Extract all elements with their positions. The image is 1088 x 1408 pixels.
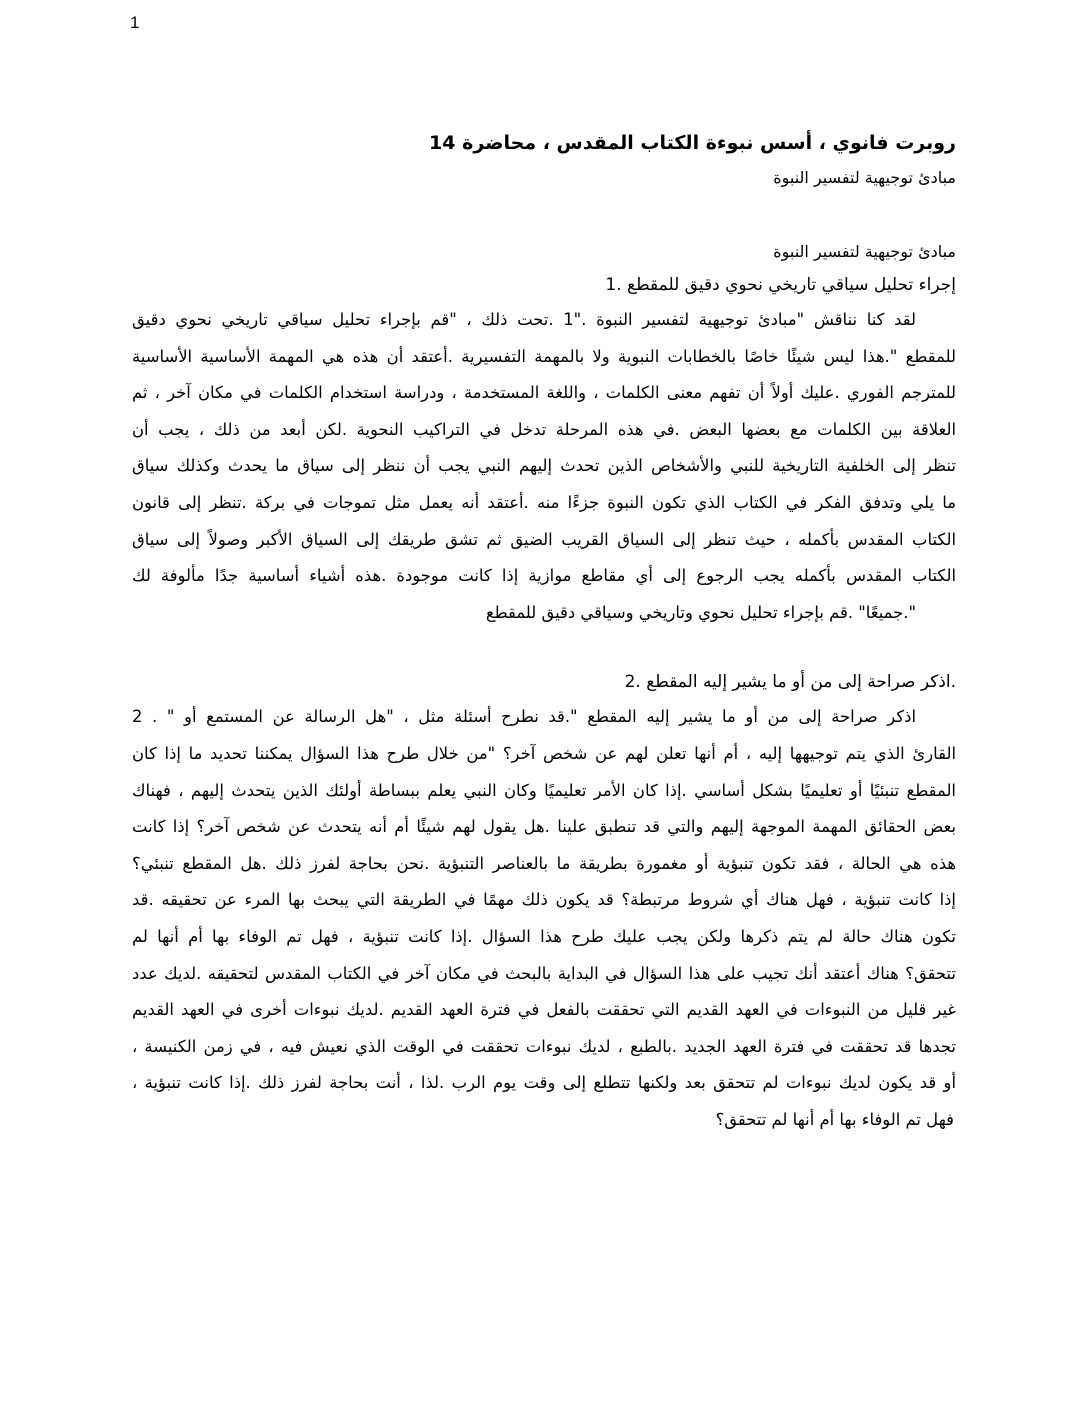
paragraph-line: ما يلي وتدفق الفكر في الكتاب الذي تكون النبوة جزءًا منه .أعتقد أنه يعمل مثل تموجات في بركة .تنظر إلى قانون	[132, 492, 956, 512]
paragraph-line: للمقطع ".هذا ليس شيئًا خاصًا بالخطابات النبوية ولا بالمهمة التفسيرية .أعتقد أن هذه هي المهمة الأساسية الأساسية	[132, 346, 956, 366]
section-label: مبادئ توجيهية لتفسير النبوة	[773, 242, 956, 261]
paragraph-line: الكتاب المقدس بأكمله يجب الرجوع إلى أي مقاطع موازية إذا كانت موجودة .هذه أشياء أساسية جدًا مألوفة لك	[132, 566, 956, 586]
principle-2-paragraph	[132, 699, 956, 1138]
principle-2-heading: .اذكر صراحة إلى من أو ما يشير إليه المقطع .2	[624, 672, 956, 693]
document-subtitle: مبادئ توجيهية لتفسير النبوة	[773, 168, 956, 187]
principle-1-heading: إجراء تحليل سياقي تاريخي نحوي دقيق للمقطع .1	[605, 275, 956, 295]
paragraph-line: إذا كانت تنبؤية ، فهل هناك أي شروط مرتبطة؟ قد يكون ذلك مهمًا في الطريقة التي يبحث بها المرء عن تحقيقه .قد	[132, 890, 956, 910]
paragraph-line: أو قد يكون لديك نبوءات لم تتحقق بعد ولكنها تتطلع إلى وقت يوم الرب .لذا ، أنت بحاجة لفرز ذلك .إذا كانت تنبؤية ،	[132, 1073, 956, 1093]
paragraph-line: غير قليل من النبوءات في العهد القديم التي تحققت بالفعل في فترة العهد القديم .لديك نبوءات أخرى في العهد القديم	[132, 1000, 956, 1020]
paragraph-line: بعض الحقائق المهمة الموجهة إليهم والتي قد تنطبق علينا .هل يقول لهم شيئًا أم أنه يتحدث عن شخص آخر؟ إذا كانت	[132, 817, 956, 837]
paragraph-line: تكون هناك حالة لم يتم ذكرها ولكن يجب عليك طرح هذا السؤال .إذا كانت تنبؤية ، فهل تم الوفاء بها أم أنها لم	[132, 926, 956, 946]
paragraph-line: القارئ الذي يتم توجيهها إليه ، أم أنها تعلن لهم عن شخص آخر؟ "من خلال طرح هذا السؤال يمكننا تحديد ما إذا كان	[132, 743, 956, 763]
paragraph-line: العلاقة بين الكلمات مع بعضها البعض .في هذه المرحلة تدخل في التراكيب النحوية .لكن أبعد من ذلك ، يجب أن	[132, 419, 956, 439]
paragraph-line: فهل تم الوفاء بها أم أنها لم تتحقق؟	[715, 1109, 954, 1129]
paragraph-line: المقطع تنبئيًا أو تعليميًا بشكل أساسي .إذا كان الأمر تعليميًا وكان النبي يعلم ببساطة أولئك الذين يتحدث إليهم ، فهناك	[132, 780, 956, 800]
paragraph-line: الكتاب المقدس بأكمله ، حيث تنظر إلى السياق القريب الضيق ثم تشق طريقك إلى السياق الأكبر وصولاً إلى سياق	[132, 529, 956, 549]
spacer	[132, 631, 956, 665]
paragraph-line: اذكر صراحة إلى من أو ما يشير إليه المقطع ".قد نطرح أسئلة مثل ، "هل الرسالة عن المستمع أو " . 2	[132, 707, 916, 727]
paragraph-line: تجدها قد تحققت في فترة العهد الجديد .بالطبع ، لديك نبوءات تحققت في الوقت الذي نعيش فيه ، في زمن الكنيسة ،	[132, 1036, 956, 1056]
page-number: 1	[130, 13, 140, 32]
paragraph-line: ".جميعًا" .قم بإجراء تحليل نحوي وتاريخي وسياقي دقيق للمقطع	[485, 602, 916, 622]
document-title: روبرت فانوي ، أسس نبوءة الكتاب المقدس ، محاضرة 14	[429, 132, 956, 154]
paragraph-line: هذه هي الحالة ، فقد تكون تنبؤية أو مغمورة بطريقة ما بالعناصر التنبؤية .نحن بحاجة لفرز ذلك .هل المقطع تنبئي؟	[132, 853, 956, 873]
paragraph-line: تتحقق؟ هناك أعتقد أنك تجيب على هذا السؤال في البداية بالبحث في مكان آخر في الكتاب المقدس لتحقيقه .لديك عدد	[132, 963, 956, 983]
paragraph-line: للمترجم الفوري .عليك أولاً أن تفهم معنى الكلمات ، واللغة المستخدمة ، ودراسة استخدام الكلمات في مكان آخر ، ثم	[132, 383, 956, 403]
document-body	[132, 124, 956, 1138]
paragraph-line: لقد كنا نناقش "مبادئ توجيهية لتفسير النبوة ."1 .تحت ذلك ، "قم بإجراء تحليل سياقي تاريخي نحوي دقيق	[132, 310, 916, 329]
spacer	[132, 194, 956, 236]
paragraph-line: تنظر إلى الخلفية التاريخية للنبي والأشخاص الذين تحدث إليهم النبي يجب أن ننظر إلى سياق ما يحدث وكذلك سياق	[132, 456, 956, 476]
principle-1-paragraph	[132, 302, 956, 631]
